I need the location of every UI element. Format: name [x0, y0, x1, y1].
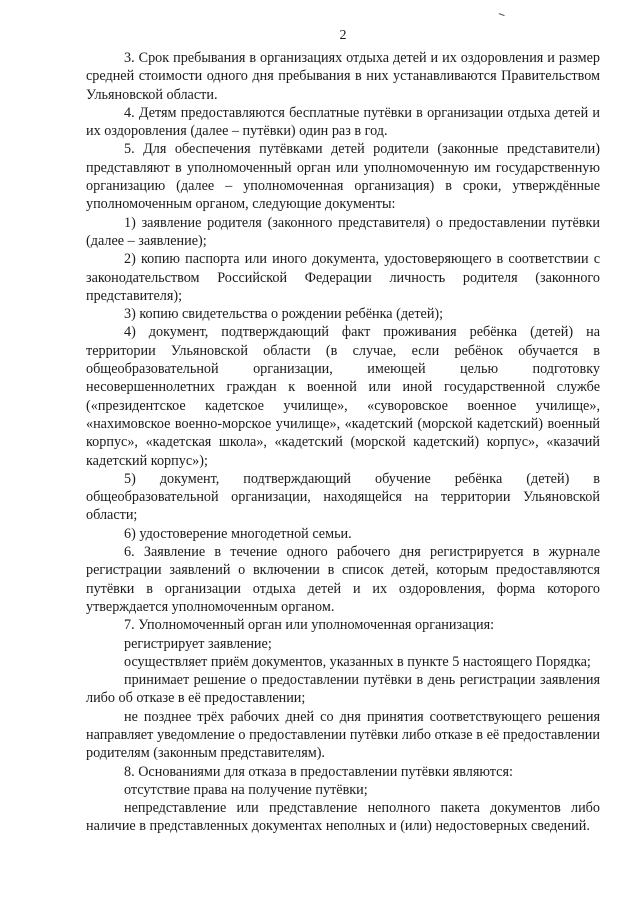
list-item-study-proof: 5) документ, подтверждающий обучение ребёнка (детей) в общеобразовательной организации, находящейся на территории Ульяновской области;: [86, 470, 600, 524]
refusal-no-right: отсутствие права на получение путёвки;: [124, 781, 368, 798]
page-number: 2: [339, 28, 347, 43]
paragraph-7-authorized-body: 7. Уполномоченный орган или уполномоченная организация:: [124, 617, 495, 634]
paragraph-6-registration: 6. Заявление в течение одного рабочего дня регистрируется в журнале регистрации заявлений о включении в список детей, которым предоставляются путёвки в организации отдыха детей и их оздоровления, форма которого утверждается уполномоченным органом.: [86, 544, 600, 615]
list-item-application: 1) заявление родителя (законного представителя) о предоставлении путёвки (далее – заявление);: [86, 214, 600, 249]
list-item-residence-proof: 4) документ, подтверждающий факт проживания ребёнка (детей) на территории Ульяновской области (в случае, если ребёнок обучается в общеобразовательной организации, имеющей целью подготовку несовершеннолетних граждан к военной или иной государственной службе («президентское кадетское училище», «суворовское военное училище», «нахимовское военно-морское училище», «кадетский (морской кадетский) военный корпус», «кадетская школа», «кадетский (морской кадетский) корпус», «казачий кадетский корпус»);: [86, 324, 600, 469]
paragraph-8-refusal-grounds: 8. Основаниями для отказа в предоставлении путёвки являются:: [124, 763, 513, 780]
list-item-birth-certificate: 3) копию свидетельства о рождении ребёнка (детей);: [124, 306, 444, 323]
duty-send-notification: не позднее трёх рабочих дней со дня принятия соответствующего решения направляет уведомление о предоставлении путёвки либо отказе в её предоставлении родителям (законным представителям).: [86, 708, 600, 762]
paragraph-3-duration: 3. Срок пребывания в организациях отдыха детей и их оздоровления и размер средней стоимости одного дня пребывания в них устанавливаются Правительством Ульяновской области.: [86, 50, 600, 103]
paragraph-4-free-vouchers: 4. Детям предоставляются бесплатные путёвки в организации отдыха детей и их оздоровления (далее – путёвки) один раз в год.: [86, 104, 600, 140]
list-item-passport-copy: 2) копию паспорта или иного документа, удостоверяющего в соответствии с законодательством Российской Федерации личность родителя (законного представителя);: [86, 251, 600, 304]
list-item-large-family-certificate: 6) удостоверение многодетной семьи.: [124, 525, 352, 542]
duty-accept-documents: осуществляет приём документов, указанных в пункте 5 настоящего Порядка;: [124, 653, 591, 670]
refusal-incomplete-documents: непредставление или представление неполного пакета документов либо наличие в представленных документах неполных и (или) недостоверных сведений.: [86, 800, 600, 835]
scan-mark: [497, 13, 504, 20]
duty-make-decision: принимает решение о предоставлении путёвки в день регистрации заявления либо об отказе в её предоставлении;: [86, 672, 600, 707]
paragraph-5-documents: 5. Для обеспечения путёвками детей родители (законные представители) представляют в уполномоченный орган или уполномоченную им государственную организацию (далее – уполномоченная организация) в сроки, утверждённые уполномоченным органом, следующие документы:: [86, 141, 600, 213]
duty-register-application: регистрирует заявление;: [124, 635, 272, 652]
